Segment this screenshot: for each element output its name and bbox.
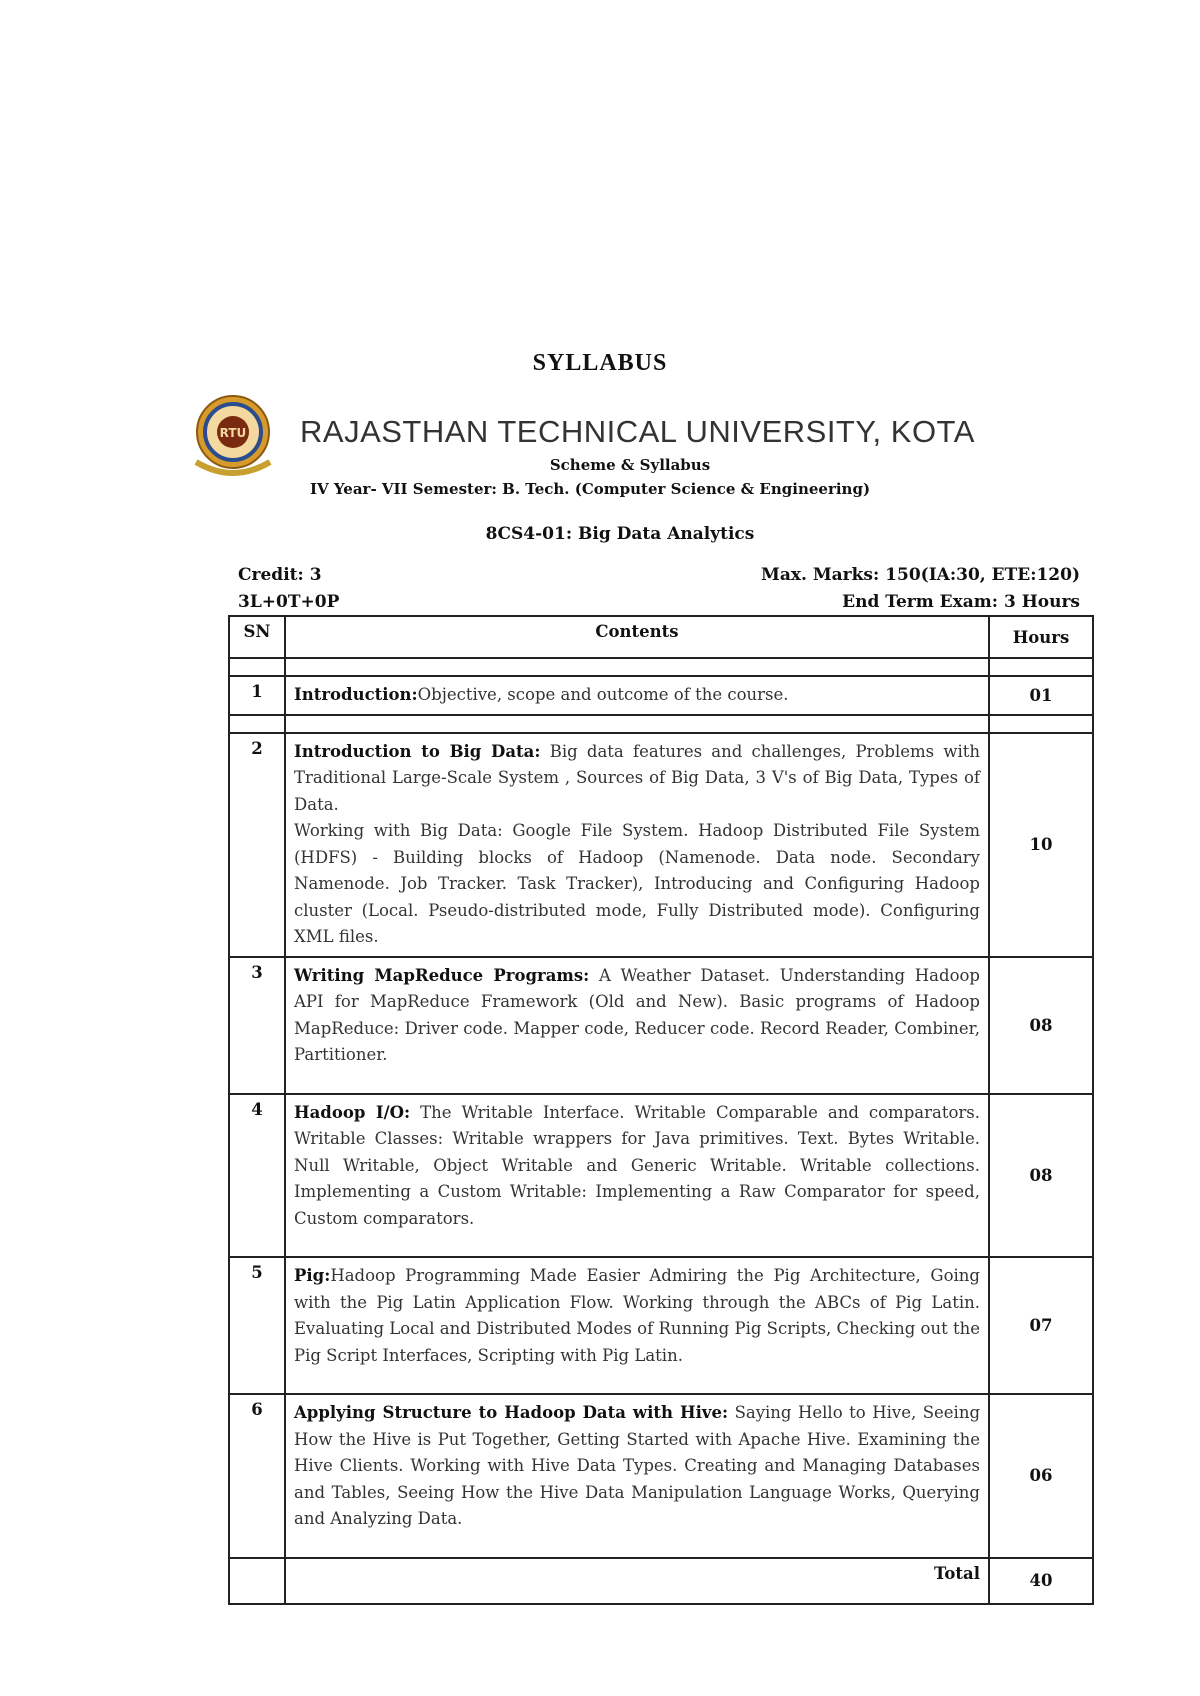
row-text: Big data features and challenges, Problems with Traditional Large-Scale System , Sources of Big Data, 3 V's of Big Data, Types of Data. xyxy=(294,741,980,814)
page-title: SYLLABUS xyxy=(532,350,668,376)
row-text-2: Working with Big Data: Google File System. Hadoop Distributed File System (HDFS) - Building blocks of Hadoop (Namenode. Data node. Secondary Namenode. Job Tracker. Task Tracker), Introducing and Configuring Hadoop cluster (Local. Pseudo-distributed mode, Fully Distributed mode). Configuring XML files. xyxy=(294,821,980,946)
semester-label: IV Year- VII Semester: B. Tech. (Computer Science & Engineering) xyxy=(310,480,871,498)
row-content xyxy=(285,733,989,957)
row-text: Hadoop Programming Made Easier Admiring the Pig Architecture, Going with the Pig Latin Application Flow. Working through the ABCs of Pig Latin. Evaluating Local and Distributed Modes of Running Pig Scripts, Checking out the Pig Script Interfaces, Scripting with Pig Latin. xyxy=(294,1266,980,1365)
table-row xyxy=(229,733,1093,957)
row-title: Hadoop I/O: xyxy=(294,1102,411,1122)
exam-duration: End Term Exam: 3 Hours xyxy=(842,592,1080,612)
scheme-label: Scheme & Syllabus xyxy=(549,456,711,474)
row-content xyxy=(285,1394,989,1558)
syllabus-table xyxy=(228,615,1094,1605)
row-content xyxy=(285,676,989,715)
row-content xyxy=(285,957,989,1094)
row-text: Objective, scope and outcome of the course. xyxy=(417,685,789,704)
max-marks: Max. Marks: 150(IA:30, ETE:120) xyxy=(761,565,1080,585)
row-sn: 2 xyxy=(229,733,285,957)
row-title: Introduction to Big Data: xyxy=(294,741,541,761)
row-text: The Writable Interface. Writable Comparable and comparators. Writable Classes: Writable wrappers for Java primitives. Text. Bytes Writable. Null Writable, Object Writable and Generic Writable. Writable collections. Implementing a Custom Writable: Implementing a Raw Comparator for speed, Custom comparators. xyxy=(294,1102,980,1228)
logo-text: RTU xyxy=(219,426,247,440)
ltp: 3L+0T+0P xyxy=(238,592,340,612)
row-hours: 06 xyxy=(989,1394,1093,1558)
row-title: Writing MapReduce Programs: xyxy=(294,965,590,985)
course-title: 8CS4-01: Big Data Analytics xyxy=(485,524,755,544)
row-title: Pig: xyxy=(294,1266,331,1285)
total-row xyxy=(229,1558,1093,1604)
credit: Credit: 3 xyxy=(238,565,322,585)
row-sn: 6 xyxy=(229,1394,285,1558)
total-label: Total xyxy=(285,1558,989,1604)
header-sn: SN xyxy=(229,616,285,658)
row-title: Introduction: xyxy=(294,685,418,704)
row-text: Saying Hello to Hive, Seeing How the Hive is Put Together, Getting Started with Apache Hive. Examining the Hive Clients. Working with Hive Data Types. Creating and Managing Databases and Tables, Seeing How the Hive Data Manipulation Language Works, Querying and Analyzing Data. xyxy=(294,1403,981,1528)
meta-left xyxy=(238,562,339,616)
row-hours: 08 xyxy=(989,957,1093,1094)
row-hours: 01 xyxy=(989,676,1093,715)
row-sn: 4 xyxy=(229,1094,285,1258)
total-sn-empty xyxy=(229,1558,285,1604)
meta-right xyxy=(620,562,1080,616)
table-row xyxy=(229,676,1093,715)
total-hours: 40 xyxy=(989,1558,1093,1604)
row-hours: 07 xyxy=(989,1257,1093,1394)
header-hours: Hours xyxy=(989,616,1093,658)
row-sn: 3 xyxy=(229,957,285,1094)
row-hours: 10 xyxy=(989,733,1093,957)
row-content xyxy=(285,1257,989,1394)
row-sn: 5 xyxy=(229,1257,285,1394)
table-header-row xyxy=(229,616,1093,658)
table-row xyxy=(229,1094,1093,1258)
row-hours: 08 xyxy=(989,1094,1093,1258)
row-sn: 1 xyxy=(229,676,285,715)
university-name: RAJASTHAN TECHNICAL UNIVERSITY, KOTA xyxy=(300,414,975,449)
row-content xyxy=(285,1094,989,1258)
row-title: Applying Structure to Hadoop Data with Hive: xyxy=(294,1403,729,1422)
row-text: A Weather Dataset. Understanding Hadoop API for MapReduce Framework (Old and New). Basic programs of Hadoop MapReduce: Driver code. Mapper code, Reducer code. Record Reader, Combiner, Partitioner. xyxy=(294,965,980,1064)
table-row xyxy=(229,1394,1093,1558)
header-contents: Contents xyxy=(285,616,989,658)
table-row xyxy=(229,1257,1093,1394)
table-row xyxy=(229,957,1093,1094)
